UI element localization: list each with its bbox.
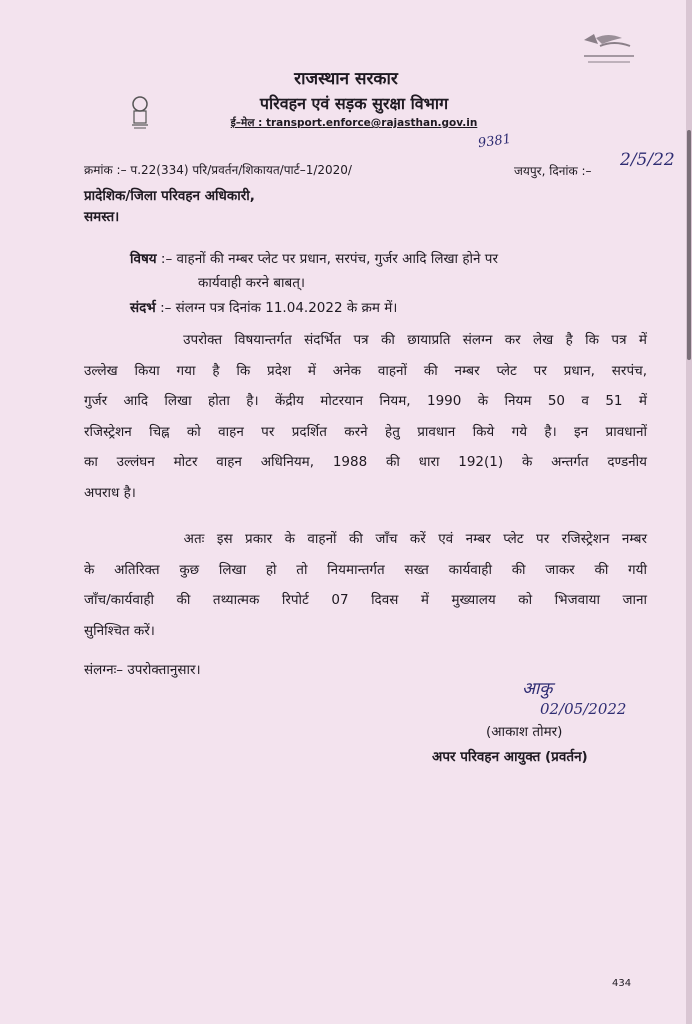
reference-label: संदर्भ (130, 300, 156, 316)
paragraph-line: रजिस्ट्रेशन चिह्न को वाहन पर प्रदर्शित करने हेतु प्रावधान किये गये है। इन प्रावधानों (84, 423, 647, 440)
handwritten-signature-date: 02/05/2022 (540, 700, 627, 718)
scrollbar[interactable] (687, 130, 691, 360)
handwritten-signature: आकु (522, 679, 553, 699)
paragraph-line: अतः इस प्रकार के वाहनों की जाँच करें एवं नम्बर प्लेट पर रजिस्ट्रेशन नम्बर (84, 531, 647, 547)
paragraph-line: जाँच/कार्यवाही की तथ्यात्मक रिपोर्ट 07 दिवस में मुख्यालय को भिजवाया जाना (84, 592, 647, 608)
body-paragraph-2 (84, 524, 647, 646)
letter-reference-number: क्रमांक :– प.22(334) परि/प्रवर्तन/शिकायत/पार्ट–1/2020/ (84, 163, 352, 177)
subject-text-continued: कार्यवाही करने बाबत्। (198, 275, 306, 291)
signatory-name: (आकाश तोमर) (486, 724, 563, 740)
paragraph-line: सुनिश्चित करें। (84, 622, 155, 639)
place-date-label: जयपुर, दिनांक :– (514, 164, 592, 178)
azadi-ka-amrit-mahotsav-logo-icon (578, 30, 640, 70)
reference-text: :– संलग्न पत्र दिनांक 11.04.2022 के क्रम में। (155, 300, 398, 316)
enclosure-note: संलग्नः– उपरोक्तानुसार। (84, 662, 201, 678)
subject-text: :– वाहनों की नम्बर प्लेट पर प्रधान, सरपंच, गुर्जर आदि लिखा होने पर (156, 251, 498, 267)
department-name: परिवहन एवं सड़क सुरक्षा विभाग (259, 94, 449, 113)
government-name: राजस्थान सरकार (294, 69, 398, 89)
paragraph-line: अपराध है। (84, 484, 136, 501)
addressee-line-1: प्रादेशिक/जिला परिवहन अधिकारी, (84, 188, 255, 204)
subject-line (130, 249, 498, 267)
body-paragraph-1 (84, 325, 647, 508)
paragraph-line: उपरोक्त विषयान्तर्गत संदर्भित पत्र की छायाप्रति संलग्न कर लेख है कि पत्र में (84, 332, 647, 348)
paragraph-line: उल्लेख किया गया है कि प्रदेश में अनेक वाहनों की नम्बर प्लेट पर प्रधान, सरपंच, (84, 362, 647, 379)
reference-line (130, 298, 397, 316)
paragraph-line: गुर्जर आदि लिखा होता है। केंद्रीय मोटरयान नियम, 1990 के नियम 50 व 51 में (84, 393, 647, 409)
page-number: 434 (612, 978, 632, 989)
department-email: ई–मेल : transport.enforce@rajasthan.gov.in (230, 117, 478, 129)
addressee-line-2: समस्त। (84, 209, 120, 225)
paragraph-line: के अतिरिक्त कुछ लिखा हो तो नियमान्तर्गत सख्त कार्यवाही की जाकर की गयी (84, 561, 647, 578)
paragraph-line: का उल्लंघन मोटर वाहन अधिनियम, 1988 की धारा 192(1) के अन्तर्गत दण्डनीय (84, 454, 647, 470)
signatory-designation: अपर परिवहन आयुक्त (प्रवर्तन) (432, 749, 588, 765)
subject-label: विषय (130, 251, 157, 267)
handwritten-dispatch-number: 9381 (477, 131, 512, 152)
handwritten-letter-date: 2/5/22 (620, 150, 675, 170)
